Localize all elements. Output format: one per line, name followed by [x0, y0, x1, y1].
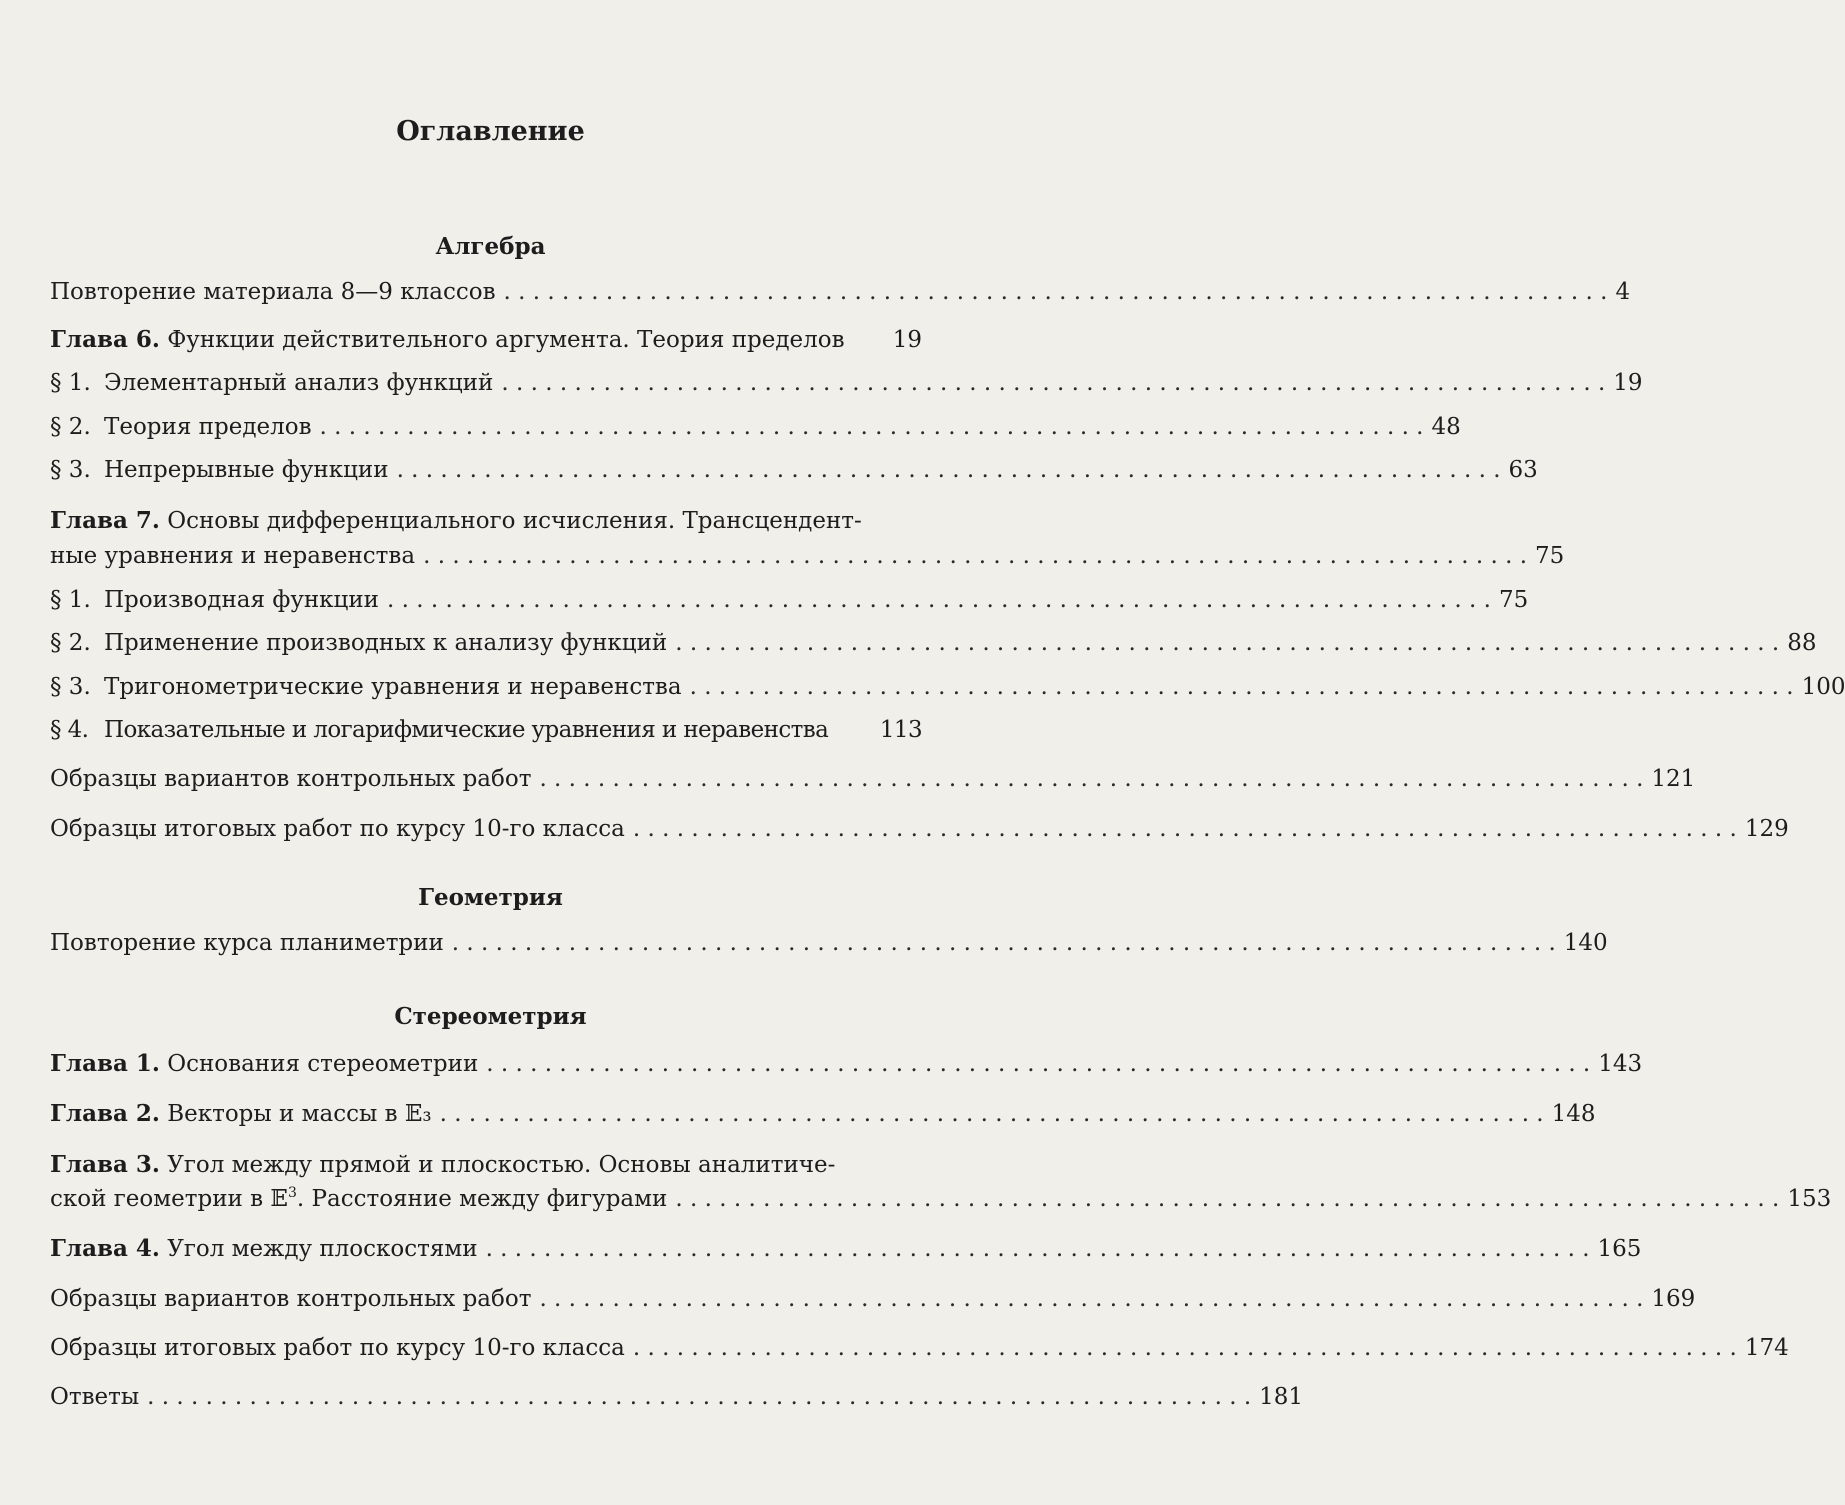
- toc-page-number: 19: [1613, 370, 1643, 396]
- toc-page-number: 19: [892, 327, 922, 353]
- toc-page-number: 174: [1744, 1335, 1789, 1361]
- toc-entry-section[interactable]: [50, 410, 1461, 444]
- toc-entry-section[interactable]: [50, 583, 1529, 617]
- leader-dots: [501, 366, 1605, 400]
- toc-entry-label: ные уравнения и неравенства: [50, 543, 416, 569]
- chapter-number: Глава 4.: [50, 1235, 160, 1262]
- toc-entry[interactable]: [50, 1380, 1304, 1414]
- toc-entry-section[interactable]: [50, 626, 1817, 660]
- toc-entry[interactable]: [50, 1282, 1696, 1316]
- toc-page-number: 129: [1744, 816, 1789, 842]
- toc-entry[interactable]: [50, 275, 1631, 309]
- leader-dots: [675, 1182, 1779, 1216]
- section-number: § 1.: [50, 587, 91, 613]
- toc-page-number: 165: [1597, 1236, 1642, 1262]
- toc-entry-label: Теория пределов: [104, 414, 312, 440]
- toc-entry[interactable]: [50, 926, 1608, 960]
- leader-dots: [504, 275, 1608, 309]
- section-heading-algebra: Алгебра: [435, 233, 546, 260]
- toc-entry-label: Элементарный анализ функций: [104, 370, 494, 396]
- section-number: § 2.: [50, 414, 91, 440]
- chapter-number: Глава 3.: [50, 1151, 160, 1178]
- toc-entry-section[interactable]: [50, 713, 922, 747]
- leader-dots: [387, 583, 1491, 617]
- toc-page-number: 169: [1651, 1286, 1696, 1312]
- toc-entry-label: Производная функции: [104, 587, 380, 613]
- toc-entry-section[interactable]: [50, 453, 1538, 487]
- toc-page-number: 181: [1259, 1384, 1304, 1410]
- toc-entry-label: Повторение материала 8—9 классов: [50, 279, 496, 305]
- leader-dots: [452, 926, 1556, 960]
- leader-dots: [423, 539, 1527, 573]
- section-number: § 1.: [50, 370, 91, 396]
- toc-entry-section[interactable]: [50, 670, 1845, 704]
- toc-page-number: 143: [1598, 1051, 1643, 1077]
- toc-page-number: 113: [879, 717, 922, 743]
- toc-page-number: 88: [1787, 630, 1817, 656]
- section-heading-geometry: Геометрия: [418, 884, 563, 911]
- toc-entry[interactable]: [50, 812, 1789, 846]
- leader-dots: [147, 1380, 1251, 1414]
- leader-dots: [440, 1097, 1544, 1131]
- toc-page-number: 140: [1563, 930, 1608, 956]
- section-number: § 3.: [50, 457, 91, 483]
- leader-dots: [539, 1282, 1643, 1316]
- toc-entry-chapter[interactable]: [50, 323, 922, 357]
- toc-entry-label: Основания стереометрии: [167, 1051, 479, 1077]
- toc-entry-label: Образцы итоговых работ по курсу 10-го класса: [50, 816, 625, 842]
- section-number: § 3.: [50, 674, 91, 700]
- toc-entry-label: Функции действительного аргумента. Теория пределов: [167, 327, 845, 353]
- leader-dots: [320, 410, 1424, 444]
- toc-title: Оглавление: [396, 116, 585, 147]
- toc-entry-chapter[interactable]: [50, 1232, 1642, 1266]
- chapter-number: Глава 6.: [50, 326, 160, 353]
- superscript: 3: [287, 1185, 297, 1201]
- toc-page-number: 121: [1651, 766, 1696, 792]
- toc-entry-label: Ответы: [50, 1384, 140, 1410]
- toc-entry-label: Образцы итоговых работ по курсу 10-го класса: [50, 1335, 625, 1361]
- toc-entry-label: Тригонометрические уравнения и неравенства: [104, 674, 682, 700]
- toc-entry-label: Основы дифференциального исчисления. Трансцендент-: [167, 508, 862, 534]
- toc-entry-label-cont: . Расстояние между фигурами: [296, 1186, 668, 1212]
- toc-entry-label: Угол между прямой и плоскостью. Основы аналитиче-: [167, 1152, 836, 1178]
- toc-entry-chapter-line1[interactable]: [50, 504, 922, 538]
- toc-entry[interactable]: [50, 1331, 1789, 1365]
- toc-entry-label: Образцы вариантов контрольных работ: [50, 766, 532, 792]
- toc-page-number: 148: [1551, 1101, 1596, 1127]
- toc-entry[interactable]: [50, 762, 1696, 796]
- leader-dots: [690, 670, 1794, 704]
- leader-dots: [675, 626, 1779, 660]
- leader-dots: [633, 812, 1737, 846]
- toc-page-number: 75: [1535, 543, 1565, 569]
- toc-entry-chapter-line2[interactable]: [50, 539, 1565, 573]
- toc-page-number: 100: [1801, 674, 1845, 700]
- section-number: § 4.: [50, 717, 89, 743]
- leader-dots: [633, 1331, 1737, 1365]
- toc-entry-label: Показательные и логарифмические уравнения и неравенства: [104, 717, 829, 743]
- toc-entry-label: Образцы вариантов контрольных работ: [50, 1286, 532, 1312]
- toc-entry-label: Непрерывные функции: [104, 457, 389, 483]
- section-heading-stereometry: Стереометрия: [394, 1003, 587, 1030]
- toc-page-number: 4: [1615, 279, 1631, 305]
- leader-dots: [397, 453, 1501, 487]
- toc-entry-section[interactable]: [50, 366, 1643, 400]
- leader-dots: [486, 1232, 1590, 1266]
- toc-page-number: 63: [1508, 457, 1538, 483]
- chapter-number: Глава 7.: [50, 507, 160, 534]
- toc-entry-label: ской геометрии в 𝔼: [50, 1186, 288, 1212]
- section-number: § 2.: [50, 630, 91, 656]
- toc-entry-chapter-line1[interactable]: [50, 1148, 922, 1182]
- toc-page-number: 75: [1498, 587, 1529, 613]
- toc-entry-chapter-line2[interactable]: [50, 1182, 1832, 1216]
- toc-entry-label: Угол между плоскостями: [167, 1236, 478, 1262]
- toc-entry-label: Повторение курса планиметрии: [50, 930, 444, 956]
- toc-page-number: 153: [1787, 1186, 1832, 1212]
- chapter-number: Глава 2.: [50, 1100, 160, 1127]
- toc-entry-label: Векторы и массы в 𝔼₃: [167, 1101, 432, 1127]
- chapter-number: Глава 1.: [50, 1050, 160, 1077]
- leader-dots: [486, 1047, 1590, 1081]
- leader-dots: [539, 762, 1643, 796]
- toc-entry-chapter[interactable]: [50, 1047, 1643, 1081]
- toc-entry-chapter[interactable]: [50, 1097, 1596, 1131]
- toc-entry-label: Применение производных к анализу функций: [104, 630, 668, 656]
- toc-page-number: 48: [1431, 414, 1461, 440]
